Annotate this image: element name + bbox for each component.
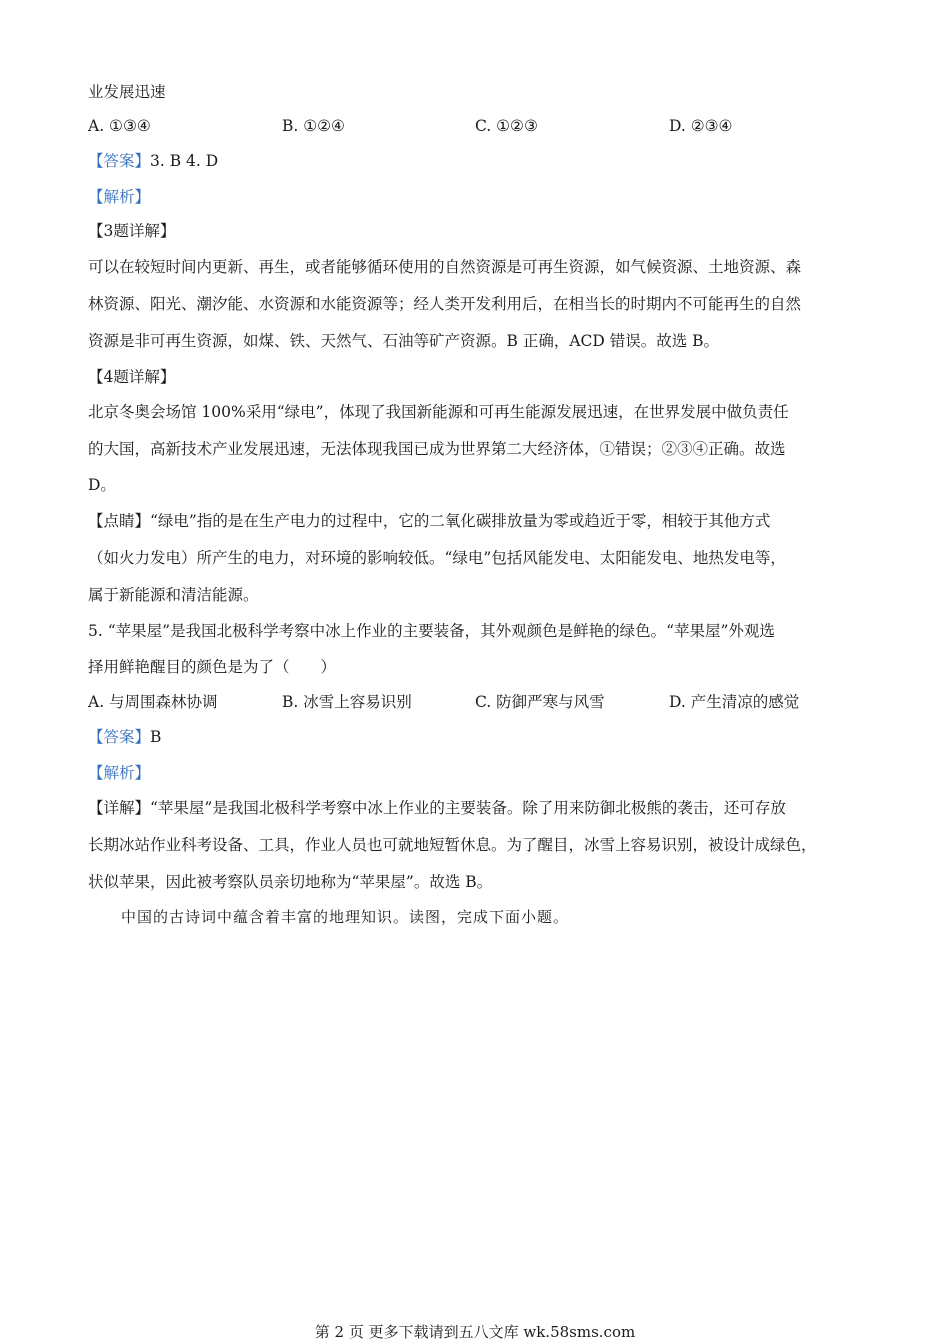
text-line: 择用鲜艳醒目的颜色是为了（ ） <box>88 658 337 676</box>
answer-line <box>88 726 161 748</box>
text-line: 业发展迅速 <box>88 83 166 101</box>
analysis-tag: 【解析】 <box>88 188 151 206</box>
answer-text: B <box>150 728 162 746</box>
text-line: 的大国，高新技术产业发展迅速，无法体现我国已成为世界第二大经济体，①错误；②③④正确。故选 <box>88 440 786 458</box>
text-line: D。 <box>88 476 116 494</box>
detail-line: 【详解】“苹果屋”是我国北极科学考察中冰上作业的主要装备。除了用来防御北极熊的袭击，还可存放 <box>88 799 786 817</box>
option-a: A. 与周围森林协调 <box>88 693 218 711</box>
text-line: 状似苹果，因此被考察队员亲切地称为“苹果屋”。故选 B。 <box>88 873 493 891</box>
answer-text: 3. B 4. D <box>150 152 219 170</box>
q4-detail-heading: 【4题详解】 <box>88 368 176 386</box>
text-line: 资源是非可再生资源，如煤、铁、天然气、石油等矿产资源。B 正确，ACD 错误。故选 B。 <box>88 332 720 350</box>
text-line: 可以在较短时间内更新、再生，或者能够循环使用的自然资源是可再生资源，如气候资源、土地资源、森 <box>88 258 802 276</box>
text-line: （如火力发电）所产生的电力，对环境的影响较低。“绿电”包括风能发电、太阳能发电、地热发电等， <box>88 549 786 567</box>
option-d: D. ②③④ <box>669 117 733 135</box>
q3-detail-heading: 【3题详解】 <box>88 222 176 240</box>
text-line: 北京冬奥会场馆 100%采用“绿电”，体现了我国新能源和可再生能源发展迅速，在世界发展中做负责任 <box>88 403 789 421</box>
option-b: B. 冰雪上容易识别 <box>282 693 412 711</box>
question-5: 5. “苹果屋”是我国北极科学考察中冰上作业的主要装备，其外观颜色是鲜艳的绿色。“苹果屋”外观选 <box>88 622 775 640</box>
option-b: B. ①②④ <box>282 117 345 135</box>
answer-line <box>88 150 218 172</box>
option-c: C. ①②③ <box>475 117 538 135</box>
next-section-intro: 中国的古诗词中蕴含着丰富的地理知识。读图，完成下面小题。 <box>121 908 570 926</box>
tip-line: 【点睛】“绿电”指的是在生产电力的过程中，它的二氧化碳排放量为零或趋近于零，相较于其他方式 <box>88 512 771 530</box>
page-footer: 第 2 页 更多下载请到五八文库 wk.58sms.com <box>314 1323 636 1341</box>
text-line: 林资源、阳光、潮汐能、水资源和水能资源等；经人类开发利用后，在相当长的时期内不可能再生的自然 <box>88 295 802 313</box>
option-d: D. 产生清凉的感觉 <box>669 693 800 711</box>
text-line: 属于新能源和清洁能源。 <box>88 586 259 604</box>
answer-tag: 【答案】 <box>88 152 151 170</box>
analysis-tag: 【解析】 <box>88 764 151 782</box>
option-c: C. 防御严寒与风雪 <box>475 693 605 711</box>
answer-tag: 【答案】 <box>88 728 151 746</box>
text-line: 长期冰站作业科考设备、工具，作业人员也可就地短暂休息。为了醒目，冰雪上容易识别，被设计成绿色， <box>88 836 817 854</box>
option-a: A. ①③④ <box>88 117 151 135</box>
